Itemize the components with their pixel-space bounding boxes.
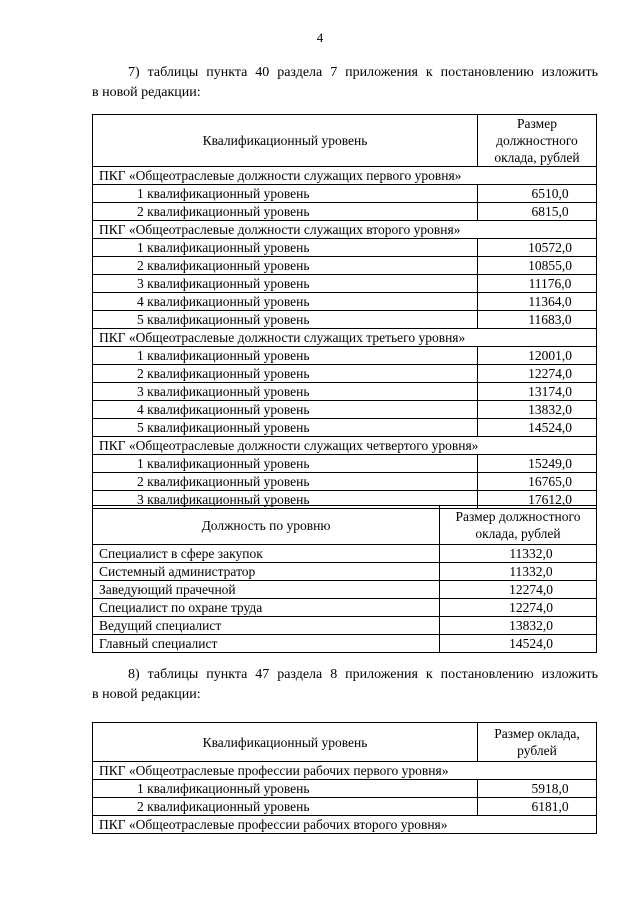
level-cell: 4 квалификационный уровень [93, 293, 478, 311]
level-cell: 3 квалификационный уровень [93, 383, 478, 401]
salary-cell: 6510,0 [478, 185, 597, 203]
level-cell: 3 квалификационный уровень [93, 491, 478, 509]
table-row [93, 311, 597, 329]
salary-cell: 13174,0 [478, 383, 597, 401]
paragraph-8-line-2: в новой редакции: [92, 687, 201, 702]
table-row [93, 239, 597, 257]
group-title: ПКГ «Общеотраслевые профессии рабочих первого уровня» [93, 762, 597, 780]
level-cell: 4 квалификационный уровень [93, 401, 478, 419]
salary-cell: 12274,0 [440, 599, 597, 617]
column-header-salary: Размер оклада, рублей [478, 723, 597, 762]
table-row [93, 455, 597, 473]
group-title: ПКГ «Общеотраслевые должности служащих третьего уровня» [93, 329, 597, 347]
column-header-position: Должность по уровню [93, 506, 440, 545]
salary-cell: 13832,0 [478, 401, 597, 419]
position-cell: Специалист по охране труда [93, 599, 440, 617]
table-row [93, 798, 597, 816]
paragraph-7-line-2: в новой редакции: [92, 85, 201, 100]
column-header-level: Квалификационный уровень [93, 115, 478, 167]
column-header-salary: Размер должностного оклада, рублей [440, 506, 597, 545]
level-cell: 2 квалификационный уровень [93, 798, 478, 816]
column-header-salary: Размер должностного оклада, рублей [478, 115, 597, 167]
salary-cell: 11364,0 [478, 293, 597, 311]
salary-cell: 15249,0 [478, 455, 597, 473]
table-row [93, 293, 597, 311]
group-title: ПКГ «Общеотраслевые должности служащих первого уровня» [93, 167, 597, 185]
group-row [93, 762, 597, 780]
level-cell: 1 квалификационный уровень [93, 347, 478, 365]
group-row [93, 816, 597, 834]
salary-cell: 14524,0 [478, 419, 597, 437]
table-row [93, 347, 597, 365]
salary-cell: 12001,0 [478, 347, 597, 365]
page-number: 4 [316, 30, 324, 45]
level-cell: 2 квалификационный уровень [93, 203, 478, 221]
group-title: ПКГ «Общеотраслевые должности служащих второго уровня» [93, 221, 597, 239]
salary-cell: 6815,0 [478, 203, 597, 221]
salary-cell: 10855,0 [478, 257, 597, 275]
table-row [93, 401, 597, 419]
salary-table-worker-professions [92, 722, 597, 834]
table-row [93, 581, 597, 599]
table-row [93, 473, 597, 491]
position-cell: Главный специалист [93, 635, 440, 653]
table-row [93, 545, 597, 563]
table-row [93, 617, 597, 635]
table-row [93, 599, 597, 617]
position-cell: Специалист в сфере закупок [93, 545, 440, 563]
group-row [93, 329, 597, 347]
table-row [93, 780, 597, 798]
level-cell: 1 квалификационный уровень [93, 780, 478, 798]
salary-cell: 11176,0 [478, 275, 597, 293]
table-row [93, 383, 597, 401]
table-header-row [93, 723, 597, 762]
position-cell: Заведующий прачечной [93, 581, 440, 599]
table-row [93, 203, 597, 221]
salary-table-qualification-levels [92, 114, 597, 509]
table-row [93, 365, 597, 383]
salary-cell: 6181,0 [478, 798, 597, 816]
salary-cell: 10572,0 [478, 239, 597, 257]
salary-cell: 11332,0 [440, 563, 597, 581]
salary-cell: 12274,0 [440, 581, 597, 599]
level-cell: 1 квалификационный уровень [93, 455, 478, 473]
salary-cell: 11332,0 [440, 545, 597, 563]
salary-cell: 5918,0 [478, 780, 597, 798]
level-cell: 2 квалификационный уровень [93, 365, 478, 383]
salary-cell: 11683,0 [478, 311, 597, 329]
level-cell: 5 квалификационный уровень [93, 419, 478, 437]
level-cell: 2 квалификационный уровень [93, 473, 478, 491]
paragraph-8 [92, 665, 598, 705]
salary-table-positions [92, 505, 597, 653]
group-row [93, 437, 597, 455]
position-cell: Системный администратор [93, 563, 440, 581]
paragraph-7 [92, 63, 598, 103]
paragraph-7-line-1: 7) таблицы пункта 40 раздела 7 приложения к постановлению изложить [128, 65, 598, 80]
column-header-level: Квалификационный уровень [93, 723, 478, 762]
position-cell: Ведущий специалист [93, 617, 440, 635]
salary-cell: 17612,0 [478, 491, 597, 509]
salary-cell: 12274,0 [478, 365, 597, 383]
level-cell: 1 квалификационный уровень [93, 185, 478, 203]
table-row [93, 419, 597, 437]
salary-cell: 13832,0 [440, 617, 597, 635]
group-row [93, 221, 597, 239]
table-header-row [93, 506, 597, 545]
table-row [93, 275, 597, 293]
table-row [93, 185, 597, 203]
level-cell: 3 квалификационный уровень [93, 275, 478, 293]
paragraph-8-line-1: 8) таблицы пункта 47 раздела 8 приложения к постановлению изложить [128, 667, 598, 682]
salary-cell: 14524,0 [440, 635, 597, 653]
group-title: ПКГ «Общеотраслевые профессии рабочих второго уровня» [93, 816, 597, 834]
group-row [93, 167, 597, 185]
level-cell: 2 квалификационный уровень [93, 257, 478, 275]
table-header-row [93, 115, 597, 167]
salary-cell: 16765,0 [478, 473, 597, 491]
table-row [93, 563, 597, 581]
level-cell: 5 квалификационный уровень [93, 311, 478, 329]
group-title: ПКГ «Общеотраслевые должности служащих четвертого уровня» [93, 437, 597, 455]
table-row [93, 635, 597, 653]
level-cell: 1 квалификационный уровень [93, 239, 478, 257]
table-row [93, 257, 597, 275]
